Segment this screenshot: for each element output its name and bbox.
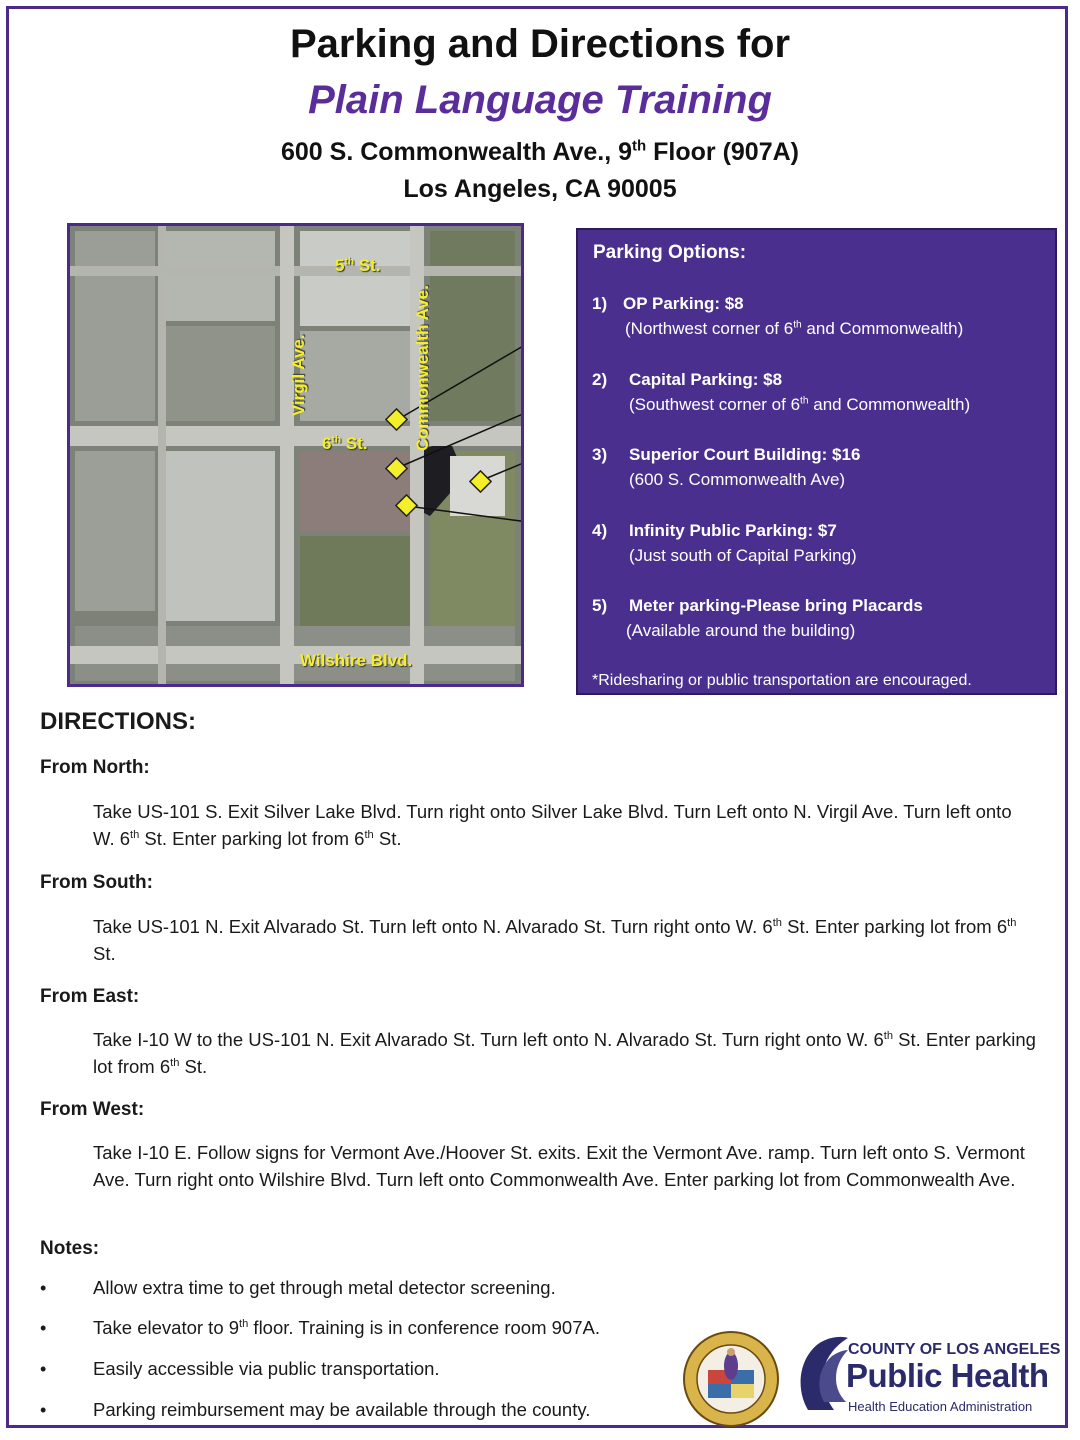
label-6th-st: 6th St. <box>322 434 368 453</box>
page-title: Parking and Directions for <box>289 22 791 66</box>
ph-county-text: COUNTY OF LOS ANGELES <box>848 1341 1061 1358</box>
map-image <box>70 226 521 684</box>
label-commonwealth-ave: Commonwealth Ave. <box>413 285 432 451</box>
from-west-heading: From West: <box>40 1099 145 1120</box>
parking-options-panel: Parking Options: 1) OP Parking: $8 (Northwest corner of 6th and Commonwealth) 2) Capital Parking: $8 (Southwest corner of 6th and Commonwealth) 3) Superior Court Building: $16 (600 S. Commonwealth Ave) 4) Infinity Public Parking: $7 (Just south of Capital Parking) 5) Meter parking-Please bring Placards (Available around the building) *Ridesharing or public transportation are encouraged. <box>576 228 1057 695</box>
directions-heading: DIRECTIONS: <box>40 708 196 735</box>
from-south-text: Take US-101 N. Exit Alvarado St. Turn left onto N. Alvarado St. Turn right onto W. 6th St. Enter parking lot from 6th St. <box>93 916 1017 964</box>
from-east-text: Take I-10 W to the US-101 N. Exit Alvarado St. Turn left onto N. Alvarado St. Turn right onto W. 6th St. Enter parking lot from 6th St. <box>93 1029 1036 1077</box>
note-3: Easily accessible via public transportation. <box>93 1358 440 1379</box>
label-virgil-ave: Virgil Ave. <box>289 334 308 416</box>
address-line-2: Los Angeles, CA 90005 <box>403 175 677 203</box>
address-line-1: 600 S. Commonwealth Ave., 9th Floor (907A) <box>280 137 799 166</box>
training-title: Plain Language Training <box>308 78 772 122</box>
ph-sub-text: Health Education Administration <box>848 1399 1033 1414</box>
bullet-1: • <box>40 1278 47 1298</box>
ph-main-text: Public Health <box>846 1357 1049 1394</box>
county-seal-logo <box>682 1330 780 1428</box>
label-5th-st: 5th St. <box>335 256 381 275</box>
bullet-4: • <box>40 1400 47 1420</box>
from-east-heading: From East: <box>40 986 140 1007</box>
note-2: Take elevator to 9th floor. Training is in conference room 907A. <box>93 1317 600 1338</box>
parking-options-title: Parking Options: <box>593 242 747 263</box>
notes-heading: Notes: <box>40 1238 100 1259</box>
bullet-2: • <box>40 1318 47 1338</box>
from-north-heading: From North: <box>40 757 150 778</box>
parking-note: *Ridesharing or public transportation are encouraged. <box>592 672 972 689</box>
from-south-heading: From South: <box>40 872 153 893</box>
note-4: Parking reimbursement may be available through the county. <box>93 1399 591 1420</box>
from-north-text: Take US-101 S. Exit Silver Lake Blvd. Turn right onto Silver Lake Blvd. Turn Left onto N. Virgil Ave. Turn left onto W. 6th St. Enter parking lot from 6th St. <box>93 801 1012 849</box>
bullet-3: • <box>40 1359 47 1379</box>
from-west-text: Take I-10 E. Follow signs for Vermont Ave./Hoover St. exits. Exit the Vermont Ave. ramp. Turn left onto S. Vermont Ave. Turn right onto Wilshire Blvd. Turn left onto Commonwealth Ave. Enter parking lot from Commonwealth Ave. <box>93 1142 1025 1190</box>
label-wilshire-blvd: Wilshire Blvd. <box>300 651 413 670</box>
aerial-map <box>67 223 524 687</box>
note-1: Allow extra time to get through metal detector screening. <box>93 1277 556 1298</box>
